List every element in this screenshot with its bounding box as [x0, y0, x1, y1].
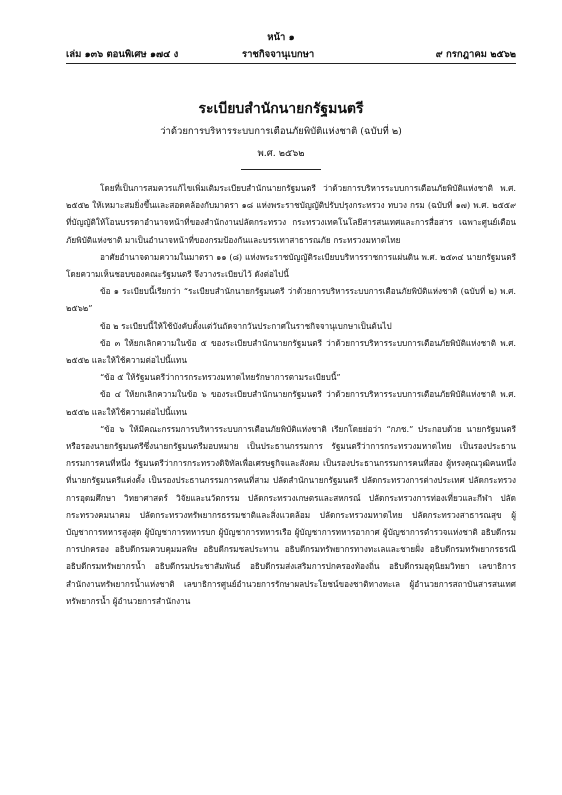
authority-paragraph: อาศัยอำนาจตามความในมาตรา ๑๑ (๘) แห่งพระราชบัญญัติระเบียบบริหารราชการแผ่นดิน พ.ศ. ๒๕๓๔ นายกรัฐมนตรีโดยความเห็นชอบของคณะรัฐมนตรี จึงวางระเบียบไว้ ดังต่อไปนี้ [66, 251, 516, 280]
volume-issue: เล่ม ๑๓๖ ตอนพิเศษ ๑๗๔ ง [66, 49, 179, 60]
clause-1: ข้อ ๑ ระเบียบนี้เรียกว่า “ระเบียบสำนักนายกรัฐมนตรี ว่าด้วยการบริหารระบบการเตือนภัยพิบัติแห่งชาติ (ฉบับที่ ๒) พ.ศ. ๒๕๖๒” [66, 286, 516, 314]
title-divider [241, 169, 321, 170]
header-divider [66, 63, 516, 64]
preamble-paragraph: โดยที่เป็นการสมควรแก้ไขเพิ่มเติมระเบียบสำนักนายกรัฐมนตรี ว่าด้วยการบริหารระบบการเตือนภัยพิบัติแห่งชาติ พ.ศ. ๒๕๕๒ ให้เหมาะสมยิ่งขึ้นและสอดคล้องกับมาตรา ๑๘ แห่งพระราชบัญญัติปรับปรุงกระทรวง ทบวง กรม (ฉบับที่ ๑๗) พ.ศ. ๒๕๕๙ ที่บัญญัติให้โอนบรรดาอำนาจหน้าที่ของสำนักงานปลัดกระทรวง กระทรวงเทคโนโลยีสารสนเทศและการสื่อสาร เฉพาะศูนย์เตือนภัยพิบัติแห่งชาติ มาเป็นอำนาจหน้าที่ของกรมป้องกันและบรรเทาสาธารณภัย กระทรวงมหาดไทย [66, 183, 516, 245]
clause-2: ข้อ ๒ ระเบียบนี้ให้ใช้บังคับตั้งแต่วันถัดจากวันประกาศในราชกิจจานุเบกษาเป็นต้นไป [100, 320, 392, 331]
regulation-subtitle: ว่าด้วยการบริหารระบบการเตือนภัยพิบัติแห่งชาติ (ฉบับที่ ๒) [160, 126, 402, 137]
gazette-header [66, 47, 516, 61]
publication-name: ราชกิจจานุเบกษา [242, 49, 315, 60]
regulation-year: พ.ศ. ๒๕๖๒ [257, 148, 305, 159]
clause-3-amended-text: “ข้อ ๕ ให้รัฐมนตรีว่าการกระทรวงมหาดไทยรักษาการตามระเบียบนี้” [100, 372, 341, 383]
publication-date: ๙ กรกฎาคม ๒๕๖๒ [435, 49, 516, 60]
regulation-title: ระเบียบสำนักนายกรัฐมนตรี [198, 101, 364, 117]
clause-4: ข้อ ๔ ให้ยกเลิกความในข้อ ๖ ของระเบียบสำนักนายกรัฐมนตรี ว่าด้วยการบริหารระบบการเตือนภัยพิบัติแห่งชาติ พ.ศ. ๒๕๕๒ และให้ใช้ความต่อไปนี้แทน [66, 389, 516, 417]
clause-3: ข้อ ๓ ให้ยกเลิกความในข้อ ๕ ของระเบียบสำนักนายกรัฐมนตรี ว่าด้วยการบริหารระบบการเตือนภัยพิบัติแห่งชาติ พ.ศ. ๒๕๕๒ และให้ใช้ความต่อไปนี้แทน [66, 337, 516, 366]
page-number: หน้า ๑ [267, 32, 295, 43]
regulation-body [66, 180, 516, 610]
clause-4-amended-text: “ข้อ ๖ ให้มีคณะกรรมการบริหารระบบการเตือนภัยพิบัติแห่งชาติ เรียกโดยย่อว่า “กภช.” ประกอบด้วย นายกรัฐมนตรีหรือรองนายกรัฐมนตรีซึ่งนายกรัฐมนตรีมอบหมาย เป็นประธานกรรมการ รัฐมนตรีว่าการกระทรวงมหาดไทย เป็นรองประธานกรรมการคนที่หนึ่ง รัฐมนตรีว่าการกระทรวงดิจิทัลเพื่อเศรษฐกิจและสังคม เป็นรองประธานกรรมการคนที่สอง ผู้ทรงคุณวุฒิคนหนึ่งที่นายกรัฐมนตรีแต่งตั้ง เป็นรองประธานกรรมการคนที่สาม ปลัดสำนักนายกรัฐมนตรี ปลัดกระทรวงการต่างประเทศ ปลัดกระทรวงการอุดมศึกษา วิทยาศาสตร์ วิจัยและนวัตกรรม ปลัดกระทรวงเกษตรและสหกรณ์ ปลัดกระทรวงการท่องเที่ยวและกีฬา ปลัดกระทรวงคมนาคม ปลัดกระทรวงทรัพยากรธรรมชาติและสิ่งแวดล้อม ปลัดกระทรวงมหาดไทย ปลัดกระทรวงสาธารณสุข ผู้บัญชาการทหารสูงสุด ผู้บัญชาการทหารบก ผู้บัญชาการทหารเรือ ผู้บัญชาการทหารอากาศ ผู้บัญชาการตำรวจแห่งชาติ อธิบดีกรมการปกครอง อธิบดีกรมควบคุมมลพิษ อธิบดีกรมชลประทาน อธิบดีกรมทรัพยากรทางทะเลและชายฝั่ง อธิบดีกรมทรัพยากรธรณี อธิบดีกรมทรัพยากรน้ำ อธิบดีกรมประชาสัมพันธ์ อธิบดีกรมส่งเสริมการปกครองท้องถิ่น อธิบดีกรมอุตุนิยมวิทยา เลขาธิการสำนักงานทรัพยากรน้ำแห่งชาติ เลขาธิการศูนย์อำนวยการรักษาผลประโยชน์ของชาติทางทะเล ผู้อำนวยการสถาบันสารสนเทศทรัพยากรน้ำ ผู้อำนวยการสำนักงาน [66, 423, 516, 606]
